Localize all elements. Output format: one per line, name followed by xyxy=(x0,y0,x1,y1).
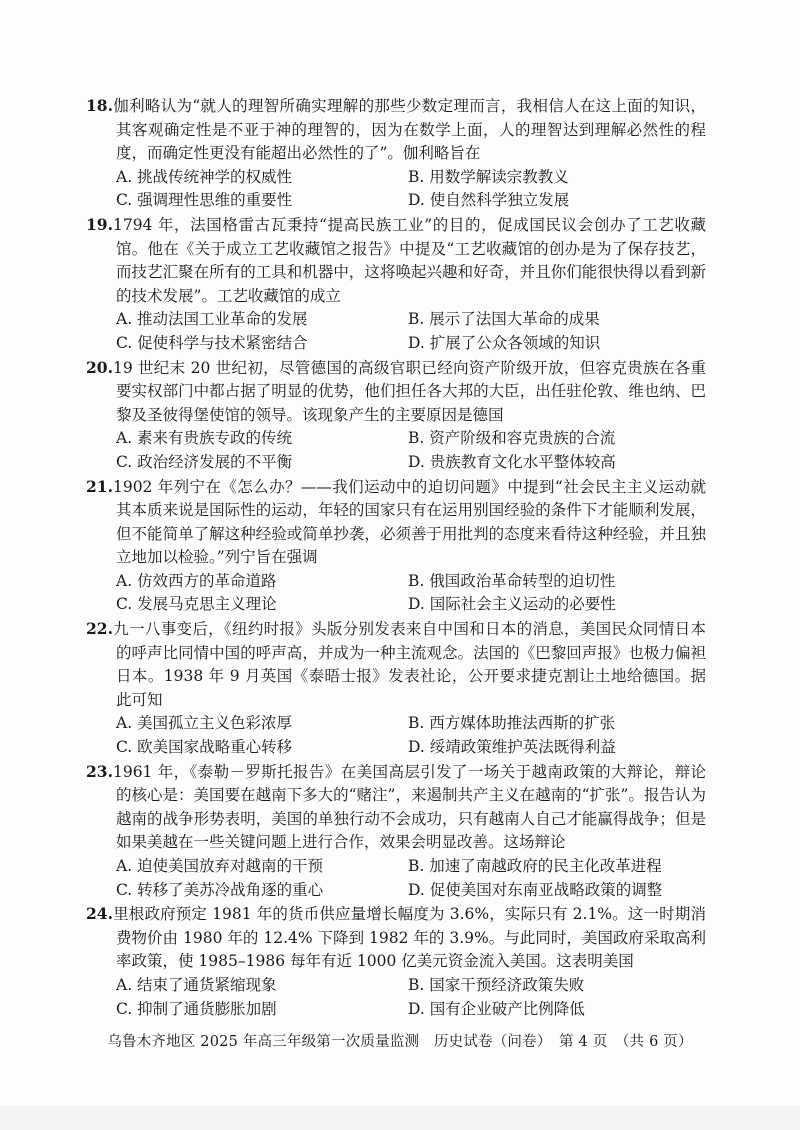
page-footer: 乌鲁木齐地区 2025 年高三年级第一次质量监测 历史试卷（问卷） 第 4 页 （共 6 页） xyxy=(107,1034,693,1050)
question-number: 19. xyxy=(86,214,113,234)
option-b: B. 用数学解读宗教教义 xyxy=(408,167,569,186)
question-24 xyxy=(86,902,706,1021)
question-stem xyxy=(86,213,706,308)
option-grid xyxy=(86,308,706,355)
option-a: A. 美国孤立主义色彩浓厚 xyxy=(116,714,293,733)
question-stem xyxy=(86,356,706,428)
option-d: D. 使自然科学独立发展 xyxy=(408,191,570,210)
option-grid xyxy=(86,427,706,474)
option-c: C. 促使科学与技术紧密结合 xyxy=(116,333,308,352)
option-c: C. 发展马克思主义理论 xyxy=(116,595,277,614)
question-23 xyxy=(86,760,706,903)
option-a: A. 挑战传统神学的权威性 xyxy=(116,167,293,186)
option-c: C. 政治经济发展的不平衡 xyxy=(116,452,293,471)
option-c: C. 抑制了通货膨胀加剧 xyxy=(116,999,277,1018)
question-stem xyxy=(86,94,706,166)
question-18 xyxy=(86,94,706,213)
question-list xyxy=(86,94,706,1021)
question-19 xyxy=(86,213,706,356)
option-b: B. 资产阶级和容克贵族的合流 xyxy=(408,429,616,448)
question-stem xyxy=(86,902,706,974)
option-b: B. 加速了南越政府的民主化改革进程 xyxy=(408,857,662,875)
question-text: 1794 年，法国格雷古瓦秉持“提高民族工业”的目的，促成国民议会创办了工艺收藏馆。他在《关于成立工艺收藏馆之报告》中提及“工艺收藏馆的创办是为了保存技艺，而技艺汇聚在所有的工具和机器中，这将唤起兴趣和好奇，并且你们能很快得以看到新的技术发展”。工艺收藏馆的成立 xyxy=(112,215,706,305)
question-number: 18. xyxy=(86,96,113,115)
option-grid xyxy=(86,166,706,213)
option-d: D. 贵族教育文化水平整体较高 xyxy=(408,452,616,471)
question-22 xyxy=(86,617,706,760)
question-20 xyxy=(86,356,706,475)
option-grid xyxy=(86,974,706,1021)
bottom-band xyxy=(0,1106,800,1130)
option-c: C. 强调理性思维的重要性 xyxy=(116,191,293,210)
option-a: A. 推动法国工业革命的发展 xyxy=(116,310,308,329)
option-a: A. 仿效西方的革命道路 xyxy=(116,571,277,590)
question-21 xyxy=(86,475,706,618)
option-d: D. 国有企业破产比例降低 xyxy=(408,999,585,1018)
option-d: D. 国际社会主义运动的必要性 xyxy=(408,595,616,614)
question-text: 里根政府预定 1981 年的货币供应量增长幅度为 3.6%，实际只有 2.1%。这一时期消费物价由 1980 年的 12.4% 下降到 1982 年的 3.9%。与此同时，美国政府采取高利率政策，使 1985–1986 每年有近 1000 亿美元资金流入美国。这表明美国 xyxy=(112,905,706,971)
option-c: C. 转移了美苏冷战角逐的重心 xyxy=(116,880,324,899)
option-b: B. 国家干预经济政策失败 xyxy=(408,975,585,994)
option-b: B. 俄国政治革命转型的迫切性 xyxy=(408,571,616,590)
question-stem xyxy=(86,475,706,570)
question-number: 21. xyxy=(86,476,113,496)
question-stem xyxy=(86,760,706,855)
question-text: 19 世纪末 20 世纪初，尽管德国的高级官职已经向资产阶级开放，但容克贵族在各重要实权部门中都占据了明显的优势，他们担任各大邦的大臣，出任驻伦敦、维也纳、巴黎及圣彼得堡使馆的领导。该现象产生的主要原因是德国 xyxy=(112,358,706,424)
question-number: 22. xyxy=(86,619,113,639)
question-text: 九一八事变后，《纽约时报》头版分别发表来自中国和日本的消息，美国民众同情日本的呼声比同情中国的呼声高，并成为一种主流观念。法国的《巴黎回声报》也极力偏袒日本。1938 年 9 月英国《泰晤士报》发表社论，公开要求捷克割让土地给德国。据此可知 xyxy=(112,620,706,709)
option-a: A. 素来有贵族专政的传统 xyxy=(116,429,293,448)
option-grid xyxy=(86,570,706,617)
option-c: C. 欧美国家战略重心转移 xyxy=(116,738,293,757)
option-d: D. 绥靖政策维护英法既得利益 xyxy=(408,738,616,757)
question-text: 1961 年，《泰勒－罗斯托报告》在美国高层引发了一场关于越南政策的大辩论，辩论的核心是：美国要在越南下多大的“赌注”，来遏制共产主义在越南的“扩张”。报告认为越南的战争形势表明，美国的单独行动不会成功，只有越南人自己才能赢得战争；但是如果美越在一些关键问题上进行合作，效果会明显改善。这场辩论 xyxy=(112,762,706,852)
question-number: 24. xyxy=(86,904,113,924)
option-d: D. 促使美国对东南亚战略政策的调整 xyxy=(408,880,663,899)
question-number: 20. xyxy=(86,357,113,377)
question-number: 23. xyxy=(86,761,113,781)
question-text: 1902 年列宁在《怎么办？——我们运动中的迫切问题》中提到“社会民主主义运动就其本质来说是国际性的运动，年轻的国家只有在运用别国经验的条件下才能顺利发展，但不能简单了解这种经验或简单抄袭，必须善于用批判的态度来看待这种经验，并且独立地加以检验。”列宁旨在强调 xyxy=(112,477,706,567)
option-b: B. 西方媒体助推法西斯的扩张 xyxy=(408,714,616,733)
question-text: 伽利略认为“就人的理智所确实理解的那些少数定理而言，我相信人在这上面的知识，其客观确定性是不亚于神的理智的，因为在数学上面，人的理智达到理解必然性的程度，而确定性更没有能超出必然性的了”。伽利略旨在 xyxy=(112,97,706,163)
question-stem xyxy=(86,617,706,712)
option-grid xyxy=(86,712,706,759)
option-b: B. 展示了法国大革命的成果 xyxy=(408,310,600,329)
option-grid xyxy=(86,855,706,902)
option-d: D. 扩展了公众各领域的知识 xyxy=(408,333,601,352)
option-a: A. 迫使美国放弃对越南的干预 xyxy=(116,857,324,875)
option-a: A. 结束了通货紧缩现象 xyxy=(116,975,277,994)
